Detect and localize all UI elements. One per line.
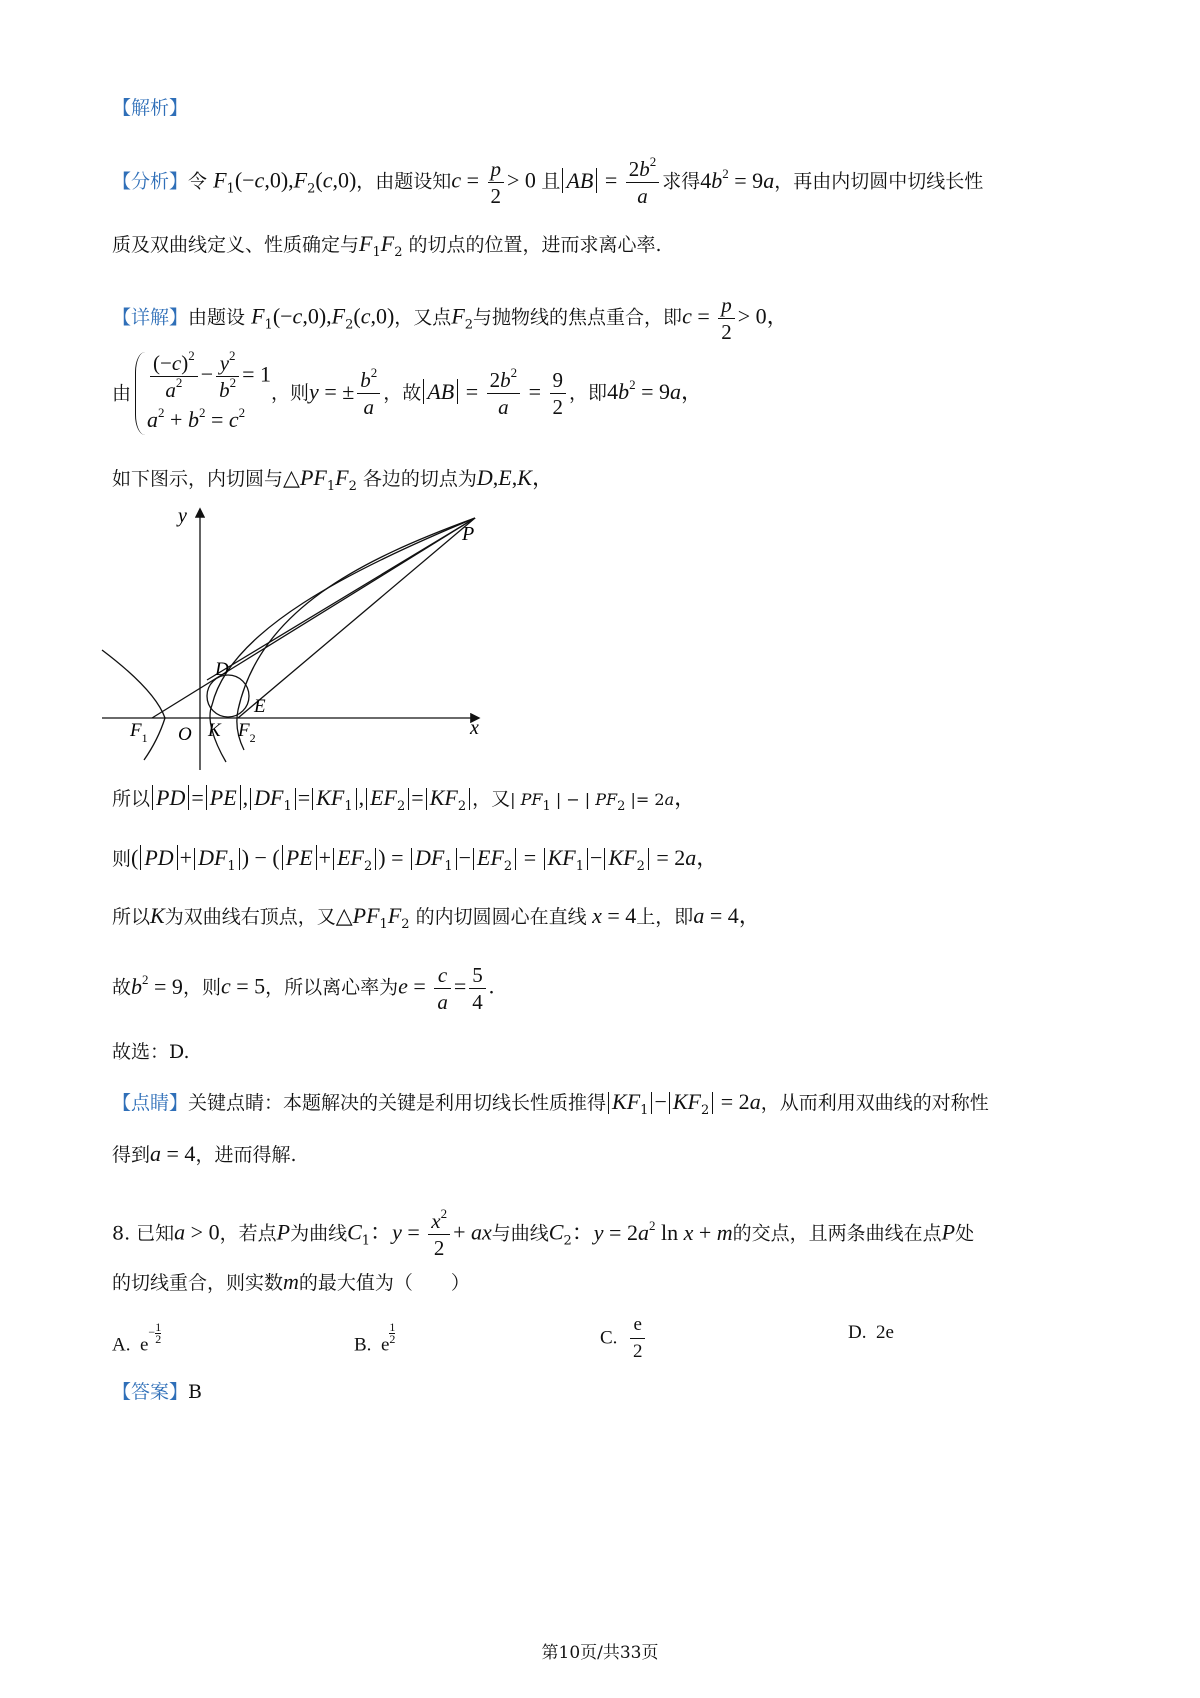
right-branch (210, 518, 475, 762)
tangent-d (207, 518, 475, 680)
label-e: E (254, 696, 266, 717)
eccentricity-line: 故$b^2 = 9$，则c = 5，所以离心率为e = $\frac{c}{a}$ = $\frac{5}{4}$ . (112, 963, 495, 1014)
key-point-line-2: 得到a = 4，进而得解. (112, 1141, 297, 1166)
label-f2: $F_2$ (238, 720, 256, 745)
option-a[interactable]: A. $e^{- \frac{1}{2}}$ (112, 1320, 162, 1356)
question-8-line-2: 的切线重合，则实数m的最大值为（ ） (112, 1269, 470, 1294)
figure-intro: 如下图示，内切圆与$\triangle PF_1F_2$ 各边的切点为D,E,K， (112, 465, 554, 494)
vertex-line: 所以K为双曲线右顶点，又$\triangle PF_1F_2$ 的内切圆圆心在直线 x = 4上，即a = 4， (112, 903, 761, 932)
label-y: y (178, 505, 187, 527)
label-o: O (178, 724, 192, 745)
label-d: D (215, 659, 229, 680)
analysis-line-2: 质及双曲线定义、性质确定与$F_1F_2$ 的切点的位置，进而求离心率. (112, 231, 662, 260)
option-b[interactable]: B. e $^{\frac{1}{2}}$ (354, 1320, 396, 1356)
question-8-line-1: 8. 已知a > 0，若点P为曲线$C_1$：y = $\frac{x^2}{2}$ + ax与曲线$C_2$：$y = 2a^2$ ln x + m的交点，且两条曲线在点P处 (112, 1206, 975, 1260)
detail-system-line: 由 $\frac{(-c)^2}{a^2}$ − $\frac{y^2}{b^2}$ = 1 $a^2 + b^2 = c^2$ ，则y = ± $\frac{b^2}{a}$ ，故 AB = $\frac{2b^2}{a}$ = $\frac{9}{2}$ ，即$4b^2 = 9a$， (112, 350, 703, 437)
label-f1: $F_1$ (130, 720, 148, 745)
label-k: K (208, 720, 221, 741)
analysis-line-1: 【分析】令 $F_1(-c,0),F_2(c,0)$，由题设知c = $\frac{p}{2}$ > 0 且 AB = $\frac{2b^2}{a}$ 求得$4b^2 = 9a$，再由内切圆中切线长性 (112, 154, 984, 208)
analysis-header: 【解析】 (112, 97, 189, 119)
difference-line: 则( PD + $DF_1$ ) − ( PE + $EF_2$ ) = $DF_1 - EF_2 = KF_1 - KF_2 = 2a$， (112, 845, 719, 874)
label-p: P (462, 523, 475, 545)
incircle (207, 675, 249, 717)
label-x: x (470, 717, 479, 739)
left-branch (102, 650, 165, 760)
key-point-line-1: 【点睛】关键点睛：本题解决的关键是利用切线长性质推得 $KF_1 - KF_2 = 2a$，从而利用双曲线的对称性 (112, 1089, 989, 1118)
hyperbola-figure (100, 500, 520, 780)
page-footer: 第10页/共33页 (541, 1643, 659, 1663)
tangent-equal-line: 所以 PD = PE , $DF_1 = KF_1$ , $EF_2 = KF_2$ ，又| $PF_1$ | − | $PF_2$ |= 2a， (112, 785, 697, 814)
option-d[interactable]: D. 2e (848, 1322, 894, 1343)
option-c[interactable]: C. $\frac{e}{2}$ (600, 1312, 648, 1365)
choice-line: 故选：D. (112, 1041, 190, 1063)
fenxi-tag: 【分析】 (112, 170, 189, 193)
line-pf2 (238, 518, 475, 718)
answer-line: 【答案】B (112, 1381, 202, 1403)
detail-line-1: 【详解】由题设 $F_1(-c,0),F_2(c,0)$，又点$F_2$与抛物线的焦点重合，即c = $\frac{p}{2}$ > 0， (112, 293, 789, 344)
equation-system: $\frac{(-c)^2}{a^2}$ − $\frac{y^2}{b^2}$ = 1 $a^2 + b^2 = c^2$ (131, 350, 271, 437)
parabola (237, 518, 475, 750)
